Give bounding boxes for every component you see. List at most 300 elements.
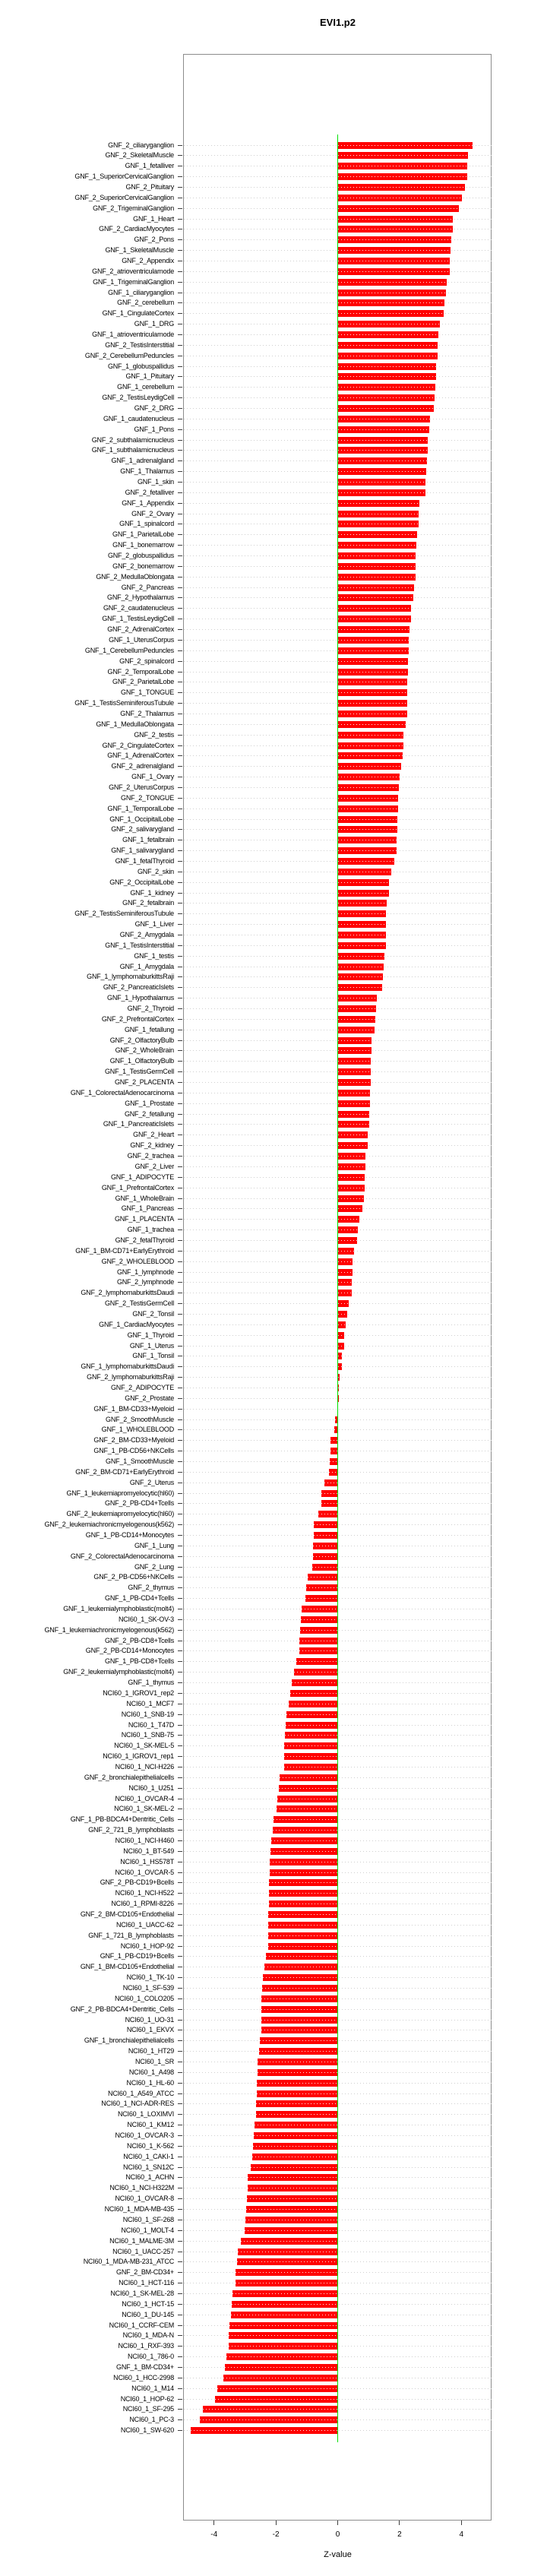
z-value-bar	[270, 1848, 338, 1855]
category-label: GNF_2_Lung	[134, 1562, 174, 1571]
category-label: NCI60_1_UACC-257	[112, 2247, 174, 2255]
bar-dotted-overlay	[257, 2093, 338, 2094]
category-label: GNF_2_SkeletalMuscle	[105, 151, 174, 160]
category-label: GNF_2_BM-CD34+	[116, 2268, 174, 2277]
y-axis-tick	[178, 145, 182, 146]
z-value-bar	[324, 1479, 338, 1486]
y-axis-tick	[178, 577, 182, 578]
bar-dotted-overlay	[338, 302, 445, 303]
category-label: GNF_1_PB-CD8+Tcells	[105, 1657, 174, 1666]
y-axis-tick	[178, 640, 182, 641]
y-axis-tick	[178, 2083, 182, 2084]
bar-dotted-overlay	[338, 271, 451, 272]
category-label: GNF_2_Pons	[134, 236, 174, 244]
y-axis-tick	[178, 2325, 182, 2326]
category-label: GNF_1_salivarygland	[111, 847, 174, 855]
bar-dotted-overlay	[271, 1840, 338, 1841]
z-value-bar	[338, 1153, 366, 1160]
category-label: NCI60_1_M14	[131, 2384, 174, 2392]
category-label: NCI60_1_KM12	[127, 2121, 174, 2129]
bar-dotted-overlay	[338, 924, 386, 925]
y-axis-tick	[178, 2103, 182, 2104]
x-axis-tick	[337, 2521, 338, 2525]
z-value-bar	[284, 1764, 338, 1771]
bar-dotted-overlay	[273, 1830, 338, 1831]
y-axis-tick	[178, 282, 182, 283]
category-label: NCI60_1_HT29	[128, 2047, 174, 2055]
category-label: GNF_2_PB-CD56+NKCells	[93, 1573, 174, 1581]
bar-dotted-overlay	[338, 1282, 352, 1283]
z-value-bar	[338, 732, 404, 739]
y-axis-tick	[178, 1956, 182, 1957]
category-label: GNF_2_fetalbrain	[122, 899, 174, 907]
bar-dotted-overlay	[248, 2177, 337, 2178]
y-axis-tick	[178, 1830, 182, 1831]
bar-dotted-overlay	[338, 1008, 377, 1009]
z-value-bar	[338, 1174, 365, 1181]
bar-dotted-overlay	[338, 976, 383, 977]
category-label: GNF_1_AdrenalCortex	[107, 752, 174, 760]
bar-dotted-overlay	[286, 1714, 337, 1715]
y-axis-tick	[178, 2388, 182, 2389]
z-value-bar	[338, 1090, 371, 1097]
z-value-bar	[321, 1490, 338, 1497]
z-value-bar	[338, 489, 425, 496]
z-value-bar	[338, 1131, 368, 1138]
z-value-bar	[338, 1332, 345, 1339]
z-value-bar	[338, 942, 386, 949]
category-label: GNF_1_fetalbrain	[122, 836, 174, 844]
y-axis-tick	[178, 798, 182, 799]
z-value-bar	[225, 2364, 338, 2371]
z-value-bar	[338, 1111, 370, 1118]
category-label: GNF_2_subthalamicnucleus	[91, 435, 174, 444]
z-value-bar	[264, 1964, 337, 1970]
z-value-bar	[338, 869, 392, 875]
category-label: GNF_1_PB-BDCA4+Dentritic_Cells	[70, 1815, 174, 1824]
category-label: GNF_1_Prostate	[125, 1099, 174, 1107]
y-axis-tick	[178, 1219, 182, 1220]
bar-dotted-overlay	[256, 2103, 337, 2104]
bar-dotted-overlay	[338, 1145, 368, 1146]
bar-dotted-overlay	[338, 1071, 372, 1072]
category-label: NCI60_1_TK-10	[126, 1973, 174, 1982]
z-value-bar	[338, 710, 407, 717]
z-value-bar	[241, 2238, 338, 2245]
bar-dotted-overlay	[260, 2040, 337, 2041]
y-axis-tick	[178, 2040, 182, 2041]
z-value-bar	[338, 932, 386, 938]
category-label: GNF_1_WholeBrain	[115, 1194, 174, 1202]
y-axis-tick	[178, 2167, 182, 2168]
z-value-bar	[338, 669, 408, 676]
y-axis-tick	[178, 408, 182, 409]
y-axis-tick	[178, 1661, 182, 1662]
z-value-bar	[338, 1279, 352, 1286]
y-axis-tick	[178, 2367, 182, 2368]
bar-dotted-overlay	[312, 1567, 337, 1568]
category-label: GNF_2_ADIPOCYTE	[110, 1383, 174, 1391]
category-label: GNF_1_CingulateCortex	[102, 309, 174, 318]
bar-dotted-overlay	[338, 440, 428, 441]
category-label: GNF_2_skin	[137, 867, 174, 875]
category-label: NCI60_1_OVCAR-4	[115, 1794, 174, 1802]
category-label: GNF_2_adrenalgland	[111, 762, 174, 771]
y-axis-tick	[178, 1346, 182, 1347]
z-value-bar	[338, 689, 408, 696]
z-value-bar	[269, 1890, 337, 1897]
zero-reference-line	[337, 134, 339, 2442]
category-label: GNF_1_globuspallidus	[107, 362, 174, 370]
bar-dotted-overlay	[338, 397, 435, 398]
bar-dotted-overlay	[338, 555, 416, 556]
y-axis-tick	[178, 1777, 182, 1778]
category-label: GNF_1_TestisLeydigCell	[102, 615, 174, 623]
bar-dotted-overlay	[268, 1914, 337, 1915]
bar-dotted-overlay	[314, 1524, 338, 1525]
z-value-bar	[338, 1269, 353, 1276]
z-value-bar	[286, 1722, 338, 1729]
category-label: NCI60_1_IGROV1_rep2	[103, 1688, 174, 1697]
z-value-bar	[338, 890, 389, 897]
z-value-bar	[338, 1226, 359, 1233]
bar-dotted-overlay	[301, 1619, 338, 1620]
z-value-bar	[232, 2290, 337, 2297]
y-axis-tick	[178, 219, 182, 220]
y-axis-tick	[178, 893, 182, 894]
z-value-bar	[338, 1237, 357, 1244]
y-axis-tick	[178, 1082, 182, 1083]
z-value-bar	[338, 1027, 375, 1033]
category-label: NCI60_1_UACC-62	[115, 1920, 174, 1929]
z-value-bar	[338, 1205, 363, 1212]
z-value-bar	[338, 574, 416, 581]
z-value-bar	[251, 2164, 337, 2171]
category-label: GNF_1_Heart	[133, 214, 174, 223]
y-axis-tick	[178, 555, 182, 556]
y-axis-tick	[178, 1409, 182, 1410]
x-axis-tick	[399, 2521, 400, 2525]
bar-dotted-overlay	[338, 1346, 345, 1347]
y-axis-tick	[178, 2356, 182, 2357]
x-axis-tick	[213, 2521, 214, 2525]
category-label: GNF_1_Thalamus	[120, 467, 174, 476]
bar-dotted-overlay	[232, 2293, 337, 2294]
y-axis-tick	[178, 1177, 182, 1178]
category-label: GNF_2_thymus	[128, 1584, 174, 1592]
bar-dotted-overlay	[259, 2051, 337, 2052]
x-axis-tick-label: 2	[397, 2530, 402, 2539]
category-label: GNF_1_fetalliver	[125, 162, 174, 170]
y-axis-tick	[178, 2072, 182, 2073]
category-label: GNF_1_Amygdala	[119, 962, 174, 970]
z-value-bar	[200, 2416, 337, 2423]
z-value-bar	[299, 1638, 337, 1644]
bar-dotted-overlay	[338, 1198, 365, 1199]
category-label: GNF_1_ADIPOCYTE	[110, 1172, 174, 1181]
z-value-bar	[255, 2122, 337, 2128]
category-label: GNF_2_spinalcord	[119, 657, 174, 665]
y-axis-tick	[178, 1745, 182, 1746]
category-label: GNF_1_Pons	[134, 425, 174, 433]
category-label: GNF_1_caudatenucleus	[103, 414, 174, 422]
y-axis-tick	[178, 2230, 182, 2231]
category-label: GNF_1_fetallung	[124, 1025, 174, 1033]
bar-dotted-overlay	[338, 1208, 363, 1209]
category-label: GNF_1_cerebellum	[117, 383, 174, 391]
category-label: NCI60_1_U251	[128, 1783, 174, 1792]
bar-dotted-overlay	[338, 1019, 375, 1020]
z-value-bar	[338, 236, 452, 243]
z-value-bar	[260, 2037, 337, 2044]
z-value-bar	[269, 1879, 337, 1886]
bar-dotted-overlay	[270, 1851, 338, 1852]
z-value-bar	[286, 1711, 337, 1718]
bar-dotted-overlay	[338, 577, 416, 578]
z-value-bar	[338, 1311, 347, 1318]
category-label: GNF_2_PB-CD19+Bcells	[100, 1878, 174, 1887]
z-value-bar	[338, 310, 444, 317]
z-value-bar	[305, 1595, 338, 1602]
y-axis-tick	[178, 650, 182, 651]
z-value-bar	[338, 742, 403, 749]
y-axis-tick	[178, 976, 182, 977]
z-value-bar	[258, 2069, 337, 2076]
z-value-bar	[338, 805, 398, 812]
y-axis-tick	[178, 2209, 182, 2210]
category-label: GNF_2_BM-CD33+Myeloid	[93, 1436, 174, 1445]
bar-dotted-overlay	[236, 2272, 338, 2273]
category-label: NCI60_1_HL-60	[126, 2078, 174, 2087]
category-label: GNF_2_fetalThyroid	[115, 1236, 174, 1244]
y-axis-tick	[178, 1914, 182, 1915]
y-axis-tick	[178, 1714, 182, 1715]
category-label: GNF_2_fetalliver	[125, 488, 174, 496]
z-value-bar	[257, 2090, 338, 2097]
y-axis-tick	[178, 450, 182, 451]
category-label: GNF_1_PB-CD19+Bcells	[100, 1952, 174, 1960]
z-value-bar	[338, 1300, 349, 1307]
category-label: GNF_1_adrenalgland	[111, 457, 174, 465]
y-axis-tick	[178, 945, 182, 946]
bar-dotted-overlay	[305, 1598, 338, 1599]
category-label: GNF_2_Ovary	[131, 509, 174, 517]
z-value-bar	[318, 1511, 338, 1517]
x-axis-tick-label: -4	[210, 2530, 218, 2539]
y-axis-tick	[178, 692, 182, 693]
y-axis-tick	[178, 429, 182, 430]
category-label: GNF_1_ParietalLobe	[112, 530, 174, 539]
bar-dotted-overlay	[338, 650, 409, 651]
y-axis-tick	[178, 1587, 182, 1588]
z-value-bar	[223, 2375, 338, 2381]
z-value-bar	[261, 1995, 337, 2002]
z-value-bar	[338, 1353, 343, 1359]
bar-dotted-overlay	[261, 1998, 337, 1999]
category-label: GNF_1_lymphomaburkittsDaudi	[81, 1362, 174, 1371]
z-value-bar	[338, 1363, 343, 1370]
y-axis-tick	[178, 1735, 182, 1736]
chart-title: EVI1.p2	[320, 17, 356, 28]
z-value-bar	[338, 953, 385, 960]
category-label: NCI60_1_SNB-19	[121, 1710, 174, 1718]
bar-dotted-overlay	[279, 1788, 338, 1789]
y-axis-tick	[178, 882, 182, 883]
y-axis-tick	[178, 187, 182, 188]
z-value-bar	[271, 1837, 338, 1844]
category-label: NCI60_1_NCI-H460	[115, 1836, 174, 1844]
category-label: GNF_2_SmoothMuscle	[106, 1415, 174, 1423]
category-label: GNF_1_TestisGermCell	[104, 1068, 174, 1076]
z-value-bar	[280, 1774, 337, 1781]
z-value-bar	[338, 216, 453, 223]
category-label: NCI60_1_OVCAR-3	[115, 2131, 174, 2140]
bar-dotted-overlay	[261, 2020, 338, 2021]
y-axis-tick	[178, 366, 182, 367]
category-label: GNF_2_MedullaOblongata	[96, 572, 174, 581]
category-label: GNF_1_atrioventricularnode	[92, 330, 174, 338]
category-label: GNF_2_WHOLEBLOOD	[101, 1257, 174, 1265]
z-value-bar	[338, 900, 387, 907]
category-label: GNF_1_PB-CD14+Monocytes	[85, 1531, 174, 1540]
z-value-bar	[236, 2280, 338, 2286]
y-axis-tick	[178, 1598, 182, 1599]
z-value-bar	[338, 910, 387, 917]
y-axis-tick	[178, 482, 182, 483]
bar-dotted-overlay	[338, 155, 469, 156]
category-label: GNF_2_leukemialymphoblastic(molt4)	[63, 1668, 174, 1676]
z-value-bar	[215, 2396, 338, 2403]
y-axis-tick	[178, 503, 182, 504]
y-axis-tick	[178, 1535, 182, 1536]
category-label: GNF_1_PancreaticIslets	[103, 1120, 174, 1128]
category-label: NCI60_1_ACHN	[125, 2173, 174, 2182]
bar-dotted-overlay	[338, 1040, 372, 1041]
bar-dotted-overlay	[338, 1303, 349, 1304]
category-label: GNF_2_ParietalLobe	[112, 678, 174, 686]
y-axis-tick	[178, 302, 182, 303]
category-label: NCI60_1_HCT-15	[122, 2299, 174, 2308]
category-label: NCI60_1_SR	[134, 2058, 174, 2066]
z-value-bar	[231, 2312, 338, 2318]
y-axis-tick	[178, 471, 182, 472]
bar-dotted-overlay	[280, 1777, 337, 1778]
y-axis-tick	[178, 2093, 182, 2094]
z-value-bar	[338, 268, 451, 275]
bar-dotted-overlay	[338, 313, 444, 314]
y-axis-tick	[178, 2009, 182, 2010]
category-label: GNF_2_PrefrontalCortex	[101, 1014, 174, 1023]
bar-dotted-overlay	[299, 1650, 338, 1651]
z-value-bar	[338, 1068, 372, 1075]
y-axis-tick	[178, 1429, 182, 1430]
y-axis-tick	[178, 534, 182, 535]
y-axis-tick	[178, 1672, 182, 1673]
bar-dotted-overlay	[338, 187, 466, 188]
category-label: GNF_2_ciliaryganglion	[108, 141, 174, 149]
z-value-bar	[314, 1532, 338, 1539]
category-label: GNF_2_leukemiachronicmyelogenous(k562)	[44, 1521, 174, 1529]
bar-dotted-overlay	[338, 534, 418, 535]
category-label: GNF_1_leukemiachronicmyelogenous(k562)	[44, 1625, 174, 1634]
category-label: GNF_1_Pancreas	[121, 1204, 174, 1213]
x-axis-tick-label: 4	[459, 2530, 464, 2539]
category-label: GNF_1_BM-CD33+Myeloid	[93, 1404, 174, 1413]
z-value-bar	[229, 2332, 338, 2339]
y-axis-tick	[178, 1577, 182, 1578]
category-label: NCI60_1_SK-MEL-5	[114, 1742, 174, 1750]
z-value-bar	[338, 752, 403, 759]
z-value-bar	[338, 447, 428, 454]
category-label: GNF_1_TemporalLobe	[107, 804, 174, 812]
bar-dotted-overlay	[338, 345, 438, 346]
category-label: GNF_1_WHOLEBLOOD	[101, 1426, 174, 1434]
y-axis-tick	[178, 1198, 182, 1199]
z-value-bar	[338, 416, 430, 422]
category-label: GNF_2_UterusCorpus	[109, 783, 174, 791]
x-axis-tick	[461, 2521, 462, 2525]
z-value-bar	[258, 2059, 337, 2065]
z-value-bar	[300, 1627, 337, 1634]
y-axis-tick	[178, 208, 182, 209]
z-value-bar	[338, 626, 410, 633]
y-axis-tick	[178, 1925, 182, 1926]
bar-dotted-overlay	[300, 1630, 337, 1631]
y-axis-tick	[178, 1693, 182, 1694]
z-value-bar	[338, 1185, 365, 1191]
category-label: NCI60_1_786-0	[128, 2353, 174, 2361]
y-axis-tick	[178, 1324, 182, 1325]
category-label: GNF_1_TrigeminalGanglion	[93, 277, 174, 286]
y-axis-tick	[178, 1440, 182, 1441]
y-axis-tick	[178, 2114, 182, 2115]
y-axis-tick	[178, 1208, 182, 1209]
z-value-bar	[263, 1974, 337, 1981]
z-value-bar	[338, 1079, 372, 1086]
bar-dotted-overlay	[338, 829, 397, 830]
bar-dotted-overlay	[338, 1324, 346, 1325]
z-value-bar	[237, 2258, 338, 2265]
bar-dotted-overlay	[229, 2335, 338, 2336]
z-value-bar	[338, 847, 397, 854]
bar-dotted-overlay	[338, 566, 416, 567]
y-axis-tick	[178, 397, 182, 398]
y-axis-tick	[178, 1040, 182, 1041]
category-label: GNF_2_PancreaticIslets	[103, 983, 174, 992]
y-axis-tick	[178, 1229, 182, 1230]
bar-dotted-overlay	[338, 545, 416, 546]
z-value-bar	[338, 258, 451, 264]
category-label: NCI60_1_HOP-92	[120, 1941, 174, 1950]
bar-dotted-overlay	[286, 1725, 338, 1726]
category-label: GNF_2_AdrenalCortex	[107, 625, 174, 634]
category-label: GNF_2_BM-CD71+EarlyErythroid	[75, 1467, 174, 1476]
category-label: GNF_1_SuperiorCervicalGanglion	[74, 172, 174, 181]
bar-dotted-overlay	[338, 408, 435, 409]
y-axis-tick	[178, 1988, 182, 1989]
y-axis-tick	[178, 334, 182, 335]
z-value-bar	[338, 531, 418, 538]
category-label: GNF_2_Amygdala	[119, 931, 174, 938]
category-label: GNF_2_lymphnode	[116, 1278, 174, 1286]
category-label: GNF_2_TemporalLobe	[107, 667, 174, 676]
bar-dotted-overlay	[285, 1735, 338, 1736]
category-label: NCI60_1_RXF-393	[118, 2342, 174, 2350]
y-axis-tick	[178, 1335, 182, 1336]
z-value-bar	[338, 437, 428, 444]
z-value-bar	[296, 1658, 338, 1665]
z-value-bar	[274, 1816, 337, 1823]
